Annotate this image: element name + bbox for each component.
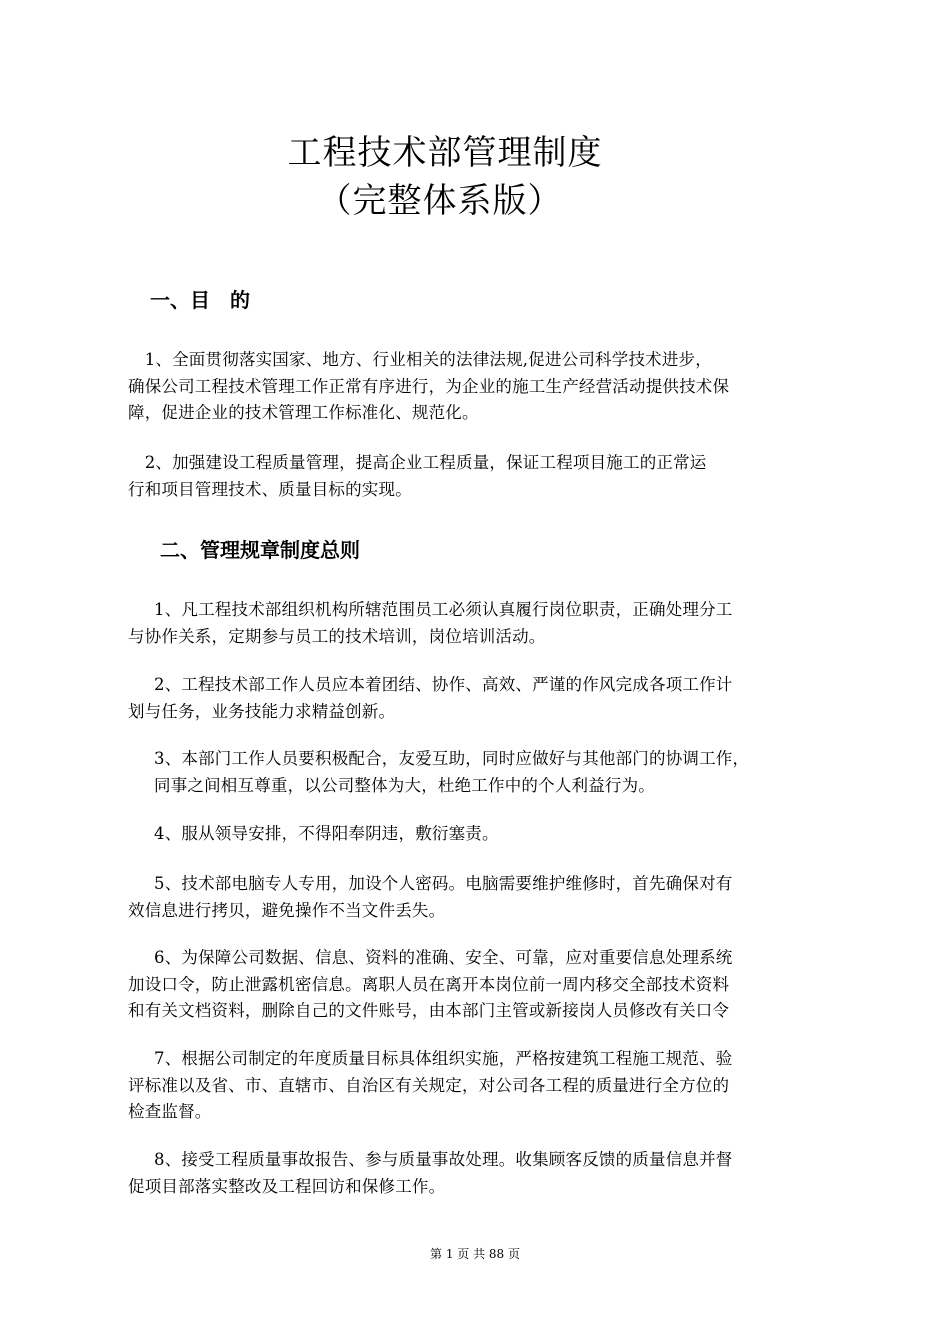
- page-number: 第 1 页 共 88 页: [430, 1247, 520, 1261]
- section-heading-rules: 二、管理规章制度总则: [160, 538, 360, 562]
- paragraph: [128, 672, 828, 725]
- paragraph-line: 促项目部落实整改及工程回访和保修工作。: [128, 1176, 446, 1196]
- paragraph-line: 加设口令，防止泄露机密信息。离职人员在离开本岗位前一周内移交全部技术资料: [128, 974, 730, 994]
- paragraph-line: 与协作关系，定期参与员工的技术培训，岗位培训活动。: [128, 626, 546, 646]
- paragraph-line: 3、本部门工作人员要积极配合，友爱互助，同时应做好与其他部门的协调工作，: [154, 749, 750, 768]
- paragraph-line: 障，促进企业的技术管理工作标准化、规范化。: [128, 403, 479, 422]
- paragraph-line: 5、技术部电脑专人专用，加设个人密码。电脑需要维护维修时，首先确保对有: [154, 874, 733, 893]
- paragraph-line: 确保公司工程技术管理工作正常有序进行，为企业的施工生产经营活动提供技术保: [128, 376, 730, 396]
- section-heading-purpose: 一、目 的: [150, 288, 250, 312]
- paragraph: [128, 450, 828, 503]
- paragraph: [128, 945, 828, 1025]
- paragraph-line: 评标准以及省、市、直辖市、自治区有关规定，对公司各工程的质量进行全方位的: [128, 1075, 730, 1095]
- paragraph-line: 和有关文档资料，删除自己的文件账号，由本部门主管或新接岗人员修改有关口令: [128, 1001, 730, 1020]
- paragraph: [128, 597, 828, 650]
- paragraph-line: 6、为保障公司数据、信息、资料的准确、安全、可靠，应对重要信息处理系统: [154, 948, 733, 967]
- document-subtitle: （完整体系版）: [317, 181, 563, 221]
- paragraph: [128, 347, 828, 427]
- paragraph: [128, 1046, 828, 1126]
- paragraph: [128, 871, 828, 924]
- paragraph-line: 行和项目管理技术、质量目标的实现。: [128, 479, 412, 499]
- paragraph-line: 检查监督。: [128, 1102, 212, 1121]
- paragraph-line: 1、全面贯彻落实国家、地方、行业相关的法律法规,促进公司科学技术进步，: [128, 350, 712, 369]
- paragraph-line: 7、根据公司制定的年度质量目标具体组织实施，严格按建筑工程施工规范、验: [154, 1049, 733, 1068]
- paragraph: [128, 746, 828, 799]
- paragraph: [128, 1147, 828, 1200]
- paragraph: [128, 821, 828, 848]
- paragraph-line: 4、服从领导安排，不得阳奉阴违，敷衍塞责。: [154, 824, 499, 843]
- document-title: 工程技术部管理制度: [287, 133, 603, 173]
- paragraph-line: 效信息进行拷贝，避免操作不当文件丢失。: [128, 900, 446, 920]
- paragraph-line: 2、加强建设工程质量管理，提高企业工程质量，保证工程项目施工的正常运: [128, 453, 707, 472]
- paragraph-line: 2、工程技术部工作人员应本着团结、协作、高效、严谨的作风完成各项工作计: [154, 675, 733, 694]
- paragraph-line: 8、接受工程质量事故报告、参与质量事故处理。收集顾客反馈的质量信息并督: [154, 1150, 733, 1169]
- paragraph-line: 1、凡工程技术部组织机构所辖范围员工必须认真履行岗位职责，正确处理分工: [154, 600, 733, 619]
- paragraph-line: 同事之间相互尊重，以公司整体为大，杜绝工作中的个人利益行为。: [154, 775, 655, 795]
- paragraph-line: 划与任务，业务技能力求精益创新。: [128, 701, 396, 721]
